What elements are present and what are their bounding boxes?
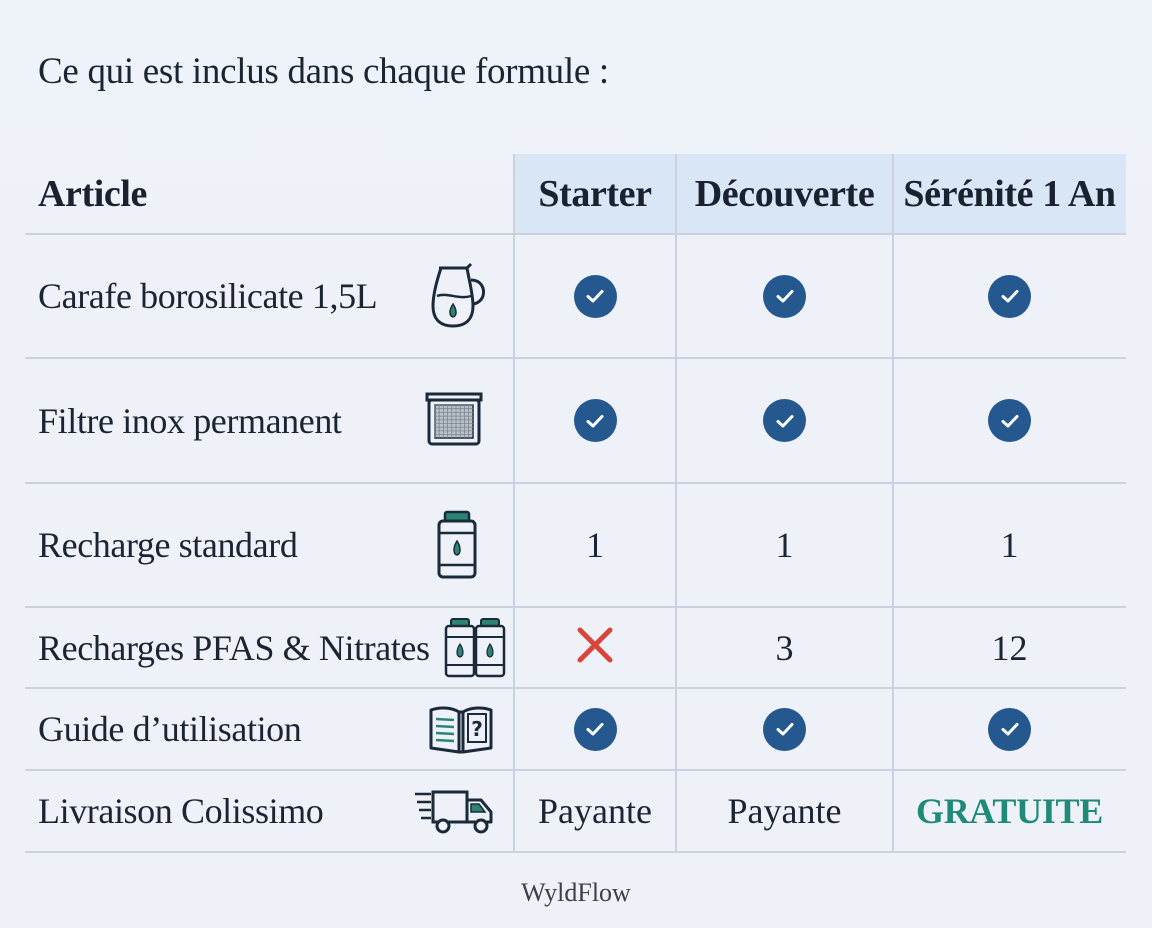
brand-footer: WyldFlow bbox=[521, 878, 631, 907]
row-label-cell bbox=[25, 358, 514, 483]
check-icon bbox=[574, 708, 617, 751]
row-label: Filtre inox permanent bbox=[38, 400, 342, 441]
plan-value-cell bbox=[514, 607, 676, 688]
header-cell bbox=[676, 154, 893, 234]
check-icon bbox=[763, 275, 806, 318]
header-plan: Découverte bbox=[694, 173, 875, 215]
plan-value-cell bbox=[514, 688, 676, 770]
header-plan: Starter bbox=[538, 173, 652, 215]
check-icon bbox=[988, 275, 1031, 318]
value-text: 1 bbox=[775, 525, 794, 565]
plan-value-cell bbox=[893, 770, 1126, 852]
row-label-cell bbox=[25, 688, 514, 770]
page-title: Ce qui est inclus dans chaque formule : bbox=[38, 51, 609, 92]
plan-value-cell bbox=[893, 688, 1126, 770]
plan-value-cell bbox=[893, 358, 1126, 483]
book-icon bbox=[427, 702, 495, 761]
value-text: 12 bbox=[991, 627, 1028, 668]
check-icon bbox=[574, 399, 617, 442]
value-text: Payante bbox=[727, 791, 842, 831]
value-text: Payante bbox=[538, 791, 652, 831]
row-label-cell bbox=[25, 234, 514, 358]
plan-value-cell bbox=[514, 483, 676, 607]
plan-value-cell bbox=[893, 483, 1126, 607]
header-article: Article bbox=[38, 173, 148, 215]
free-shipping-label: GRATUITE bbox=[916, 791, 1103, 831]
cross-icon bbox=[575, 625, 615, 670]
row-label: Recharges PFAS & Nitrates bbox=[38, 627, 430, 668]
check-icon bbox=[988, 708, 1031, 751]
row-label: Carafe borosilicate 1,5L bbox=[38, 276, 378, 316]
value-text: 3 bbox=[775, 627, 794, 668]
value-text: 1 bbox=[1000, 525, 1019, 565]
double-refill-icon bbox=[444, 617, 506, 684]
plan-value-cell bbox=[676, 234, 893, 358]
comparison-table bbox=[25, 154, 1126, 852]
header-cell bbox=[25, 154, 514, 234]
header-cell bbox=[893, 154, 1126, 234]
header-cell bbox=[514, 154, 676, 234]
row-label-cell bbox=[25, 770, 514, 852]
plan-value-cell bbox=[676, 688, 893, 770]
row-label-cell bbox=[25, 607, 514, 688]
pitcher-icon bbox=[427, 260, 487, 335]
plan-value-cell bbox=[514, 358, 676, 483]
plan-value-cell bbox=[676, 770, 893, 852]
row-label: Guide d’utilisation bbox=[38, 709, 302, 749]
row-label-cell bbox=[25, 483, 514, 607]
check-icon bbox=[988, 399, 1031, 442]
check-icon bbox=[574, 275, 617, 318]
plan-value-cell bbox=[893, 234, 1126, 358]
plan-value-cell bbox=[676, 483, 893, 607]
mesh-filter-icon bbox=[423, 388, 485, 455]
check-icon bbox=[763, 708, 806, 751]
plan-value-cell bbox=[514, 234, 676, 358]
svg-text:?: ? bbox=[471, 717, 483, 741]
refill-bottle-icon bbox=[435, 509, 479, 586]
value-text: 1 bbox=[586, 525, 604, 565]
check-icon bbox=[763, 399, 806, 442]
plan-value-cell bbox=[676, 358, 893, 483]
delivery-truck-icon bbox=[413, 786, 495, 841]
plan-value-cell bbox=[893, 607, 1126, 688]
row-label: Recharge standard bbox=[38, 525, 298, 565]
row-label: Livraison Colissimo bbox=[38, 791, 324, 831]
plan-value-cell bbox=[676, 607, 893, 688]
header-plan: Sérénité 1 An bbox=[903, 173, 1116, 215]
plan-value-cell bbox=[514, 770, 676, 852]
